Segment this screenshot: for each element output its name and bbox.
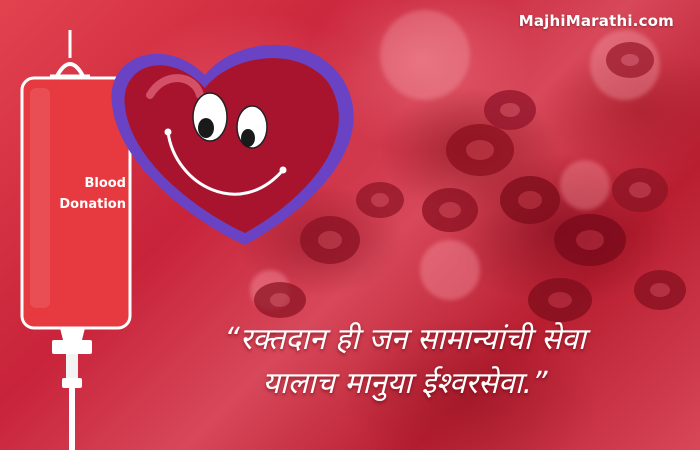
- bag-label-line1: Blood: [84, 176, 126, 191]
- right-pupil: [241, 129, 255, 147]
- marathi-quote: [120, 318, 690, 406]
- bag-label: [40, 173, 126, 215]
- smiling-heart: [111, 45, 353, 245]
- left-pupil: [198, 118, 214, 138]
- bag-label-line2: Donation: [59, 197, 126, 212]
- quote-line1: “रक्तदान ही जन सामान्यांची सेवा: [224, 322, 586, 357]
- quote-line2: यालाच मानुया ईश्वरसेवा.”: [262, 366, 548, 401]
- brand-watermark: MajhiMarathi.com: [518, 12, 674, 30]
